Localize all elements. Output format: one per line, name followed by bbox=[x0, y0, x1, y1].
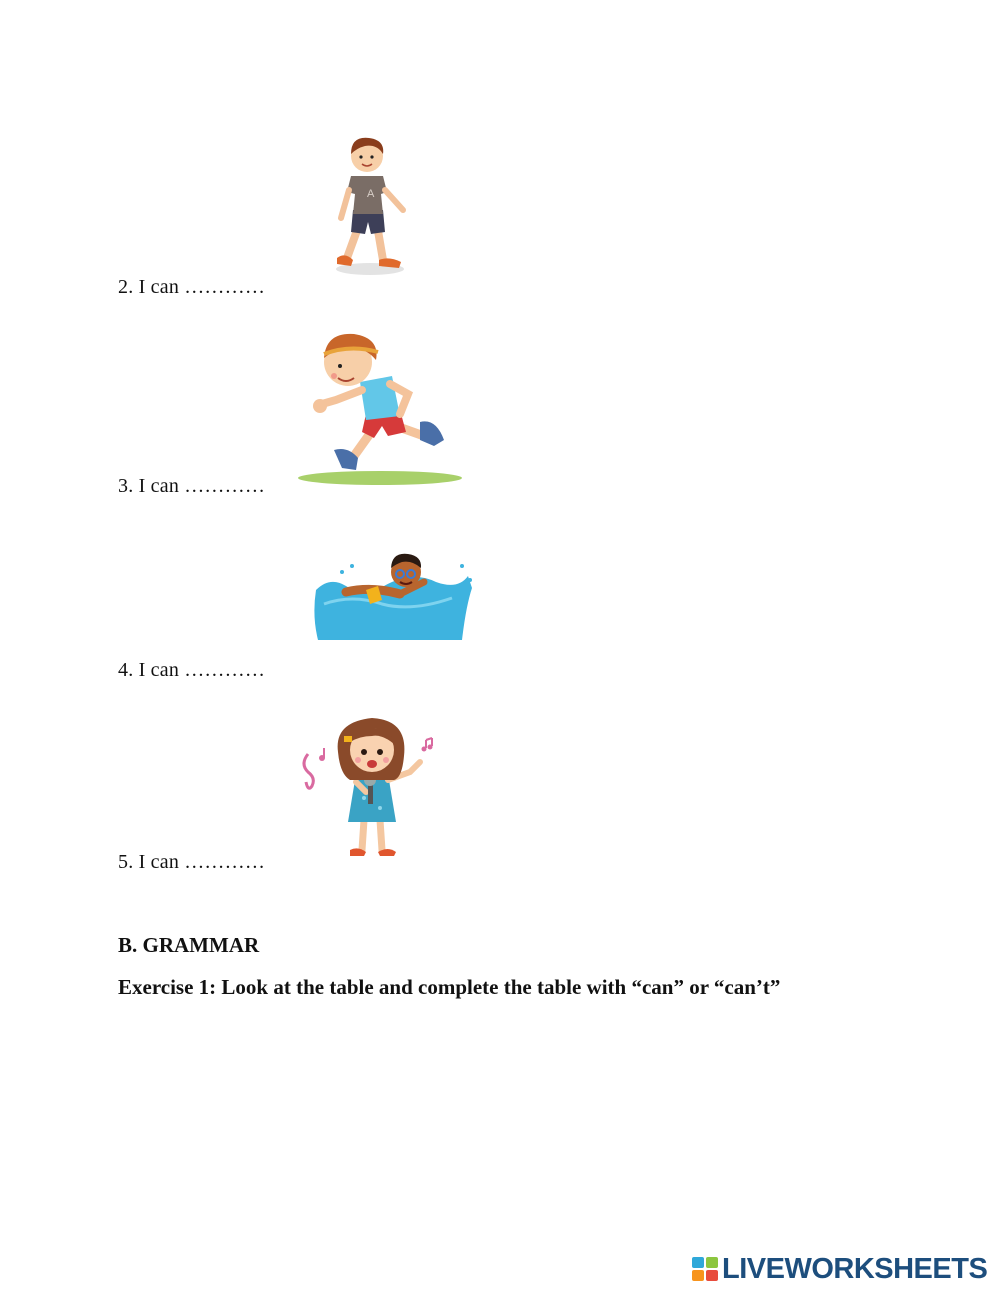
swimming-boy-illustration bbox=[312, 546, 477, 644]
question-4: 4. I can ………… bbox=[118, 659, 266, 681]
liveworksheets-logo-icon bbox=[692, 1257, 718, 1281]
liveworksheets-logo bbox=[692, 1252, 987, 1286]
liveworksheets-logo-text: LIVEWORKSHEETS bbox=[722, 1252, 988, 1285]
section-title: B. GRAMMAR bbox=[118, 933, 260, 957]
walking-boy-illustration bbox=[325, 130, 425, 280]
svg-text:A: A bbox=[367, 188, 375, 200]
singing-girl-illustration bbox=[298, 712, 438, 860]
question-5: 5. I can ………… bbox=[118, 851, 266, 873]
exercise-title: Exercise 1: Look at the table and complete the table with “can” or “can’t” bbox=[118, 975, 781, 999]
running-boy-illustration bbox=[296, 328, 466, 488]
question-3: 3. I can ………… bbox=[118, 475, 266, 497]
question-2: 2. I can ………… bbox=[118, 276, 266, 298]
